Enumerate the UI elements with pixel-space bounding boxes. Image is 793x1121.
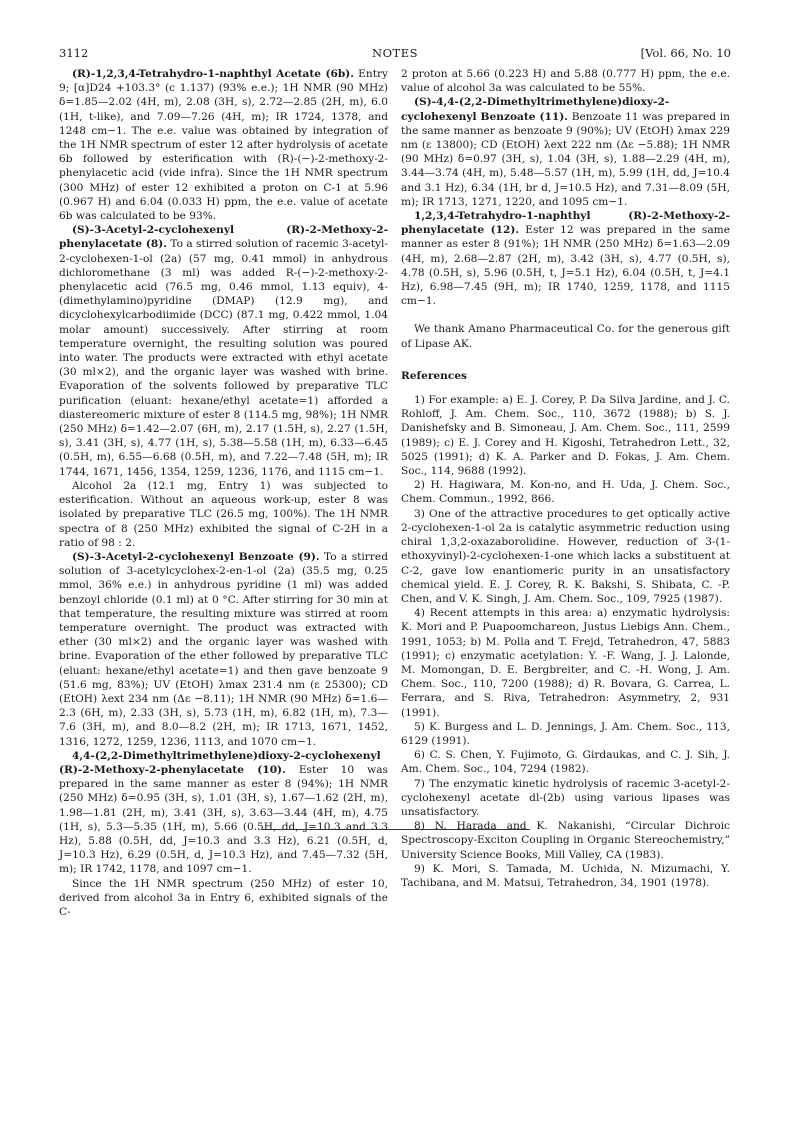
paragraph-since [59,877,388,920]
compound-heading: 4,4-(2,2-Dimethyltrimethylene)dioxy-2-cyclohexenyl (R)-2-Methoxy-2-phenylacetate (10). [59,749,381,776]
left-column [59,67,388,919]
paragraph-10 [59,749,388,877]
reference-item: 2) H. Hagiwara, M. Kon-no, and H. Uda, J. Chem. Soc., Chem. Commun., 1992, 866. [401,479,730,506]
end-rule [262,829,530,830]
paragraph-text: 2 proton at 5.66 (0.223 H) and 5.88 (0.777 H) ppm, the e.e. value of alcohol 3a was calculated to be 55%. [401,68,730,95]
paragraph-text: To a stirred solution of 3-acetylcyclohex-2-en-1-ol (2a) (35.5 mg, 0.25 mmol, 36% e.e.) in anhydrous pyridine (1 ml) was added benzoyl chloride (0.1 ml) at 0 °C. After stirring for 30 min at that temperature, the resulting mixture was stirred at room temperature overnight. The product was extracted with ether (30 ml×2) and the organic layer was washed with brine. Evaporation of the ether followed by preparative TLC (eluant: hexane/ethyl acetate=1) and then gave benzoate 9 (51.6 mg, 83%); UV (EtOH) λmax 231.4 nm (ε 25300); CD (EtOH) λext 234 nm (Δε −8.11); 1H NMR (90 MHz) δ=1.6—2.3 (6H, m), 2.33 (3H, s), 5.73 (1H, m), 6.82 (1H, m), 7.3—7.6 (3H, m), and 8.0—8.2 (2H, m); IR 1713, 1671, 1452, 1316, 1272, 1259, 1236, 1113, and 1070 cm−1. [59,550,388,748]
compound-heading: (R)-1,2,3,4-Tetrahydro-1-naphthyl Acetate (6b). [72,68,354,80]
references-heading: References [401,369,468,382]
paragraph-text: To a stirred solution of racemic 3-acetyl-2-cyclohexen-1-ol (2a) (57 mg, 0.41 mmol) in anhydrous dichloromethane (3 ml) was added R-(−)-2-methoxy-2-phenylacetic acid (76.5 mg, 0.46 mmol, 1.13 equiv), 4-(dimethylamino)pyridine (DMAP) (12.9 mg), and dicyclohexylcarbodiimide (DCC) (87.1 mg, 0.422 mmol, 1.04 molar amount) successively. After stirring at room temperature overnight, the resulting solution was poured into water. The products were extracted with ethyl acetate (30 ml×2), and the organic layer was washed with brine. Evaporation of the solvents followed by preparative TLC purification (eluant: hexane/ethyl acetate=1) afforded a diastereomeric mixture of ester 8 (114.5 mg, 98%); 1H NMR (250 MHz) δ=1.42—2.07 (6H, m), 2.17 (1.5H, s), 2.27 (1.5H, s), 3.41 (3H, s), 4.77 (1H, s), 5.38—5.58 (1H, m), 6.33—6.45 (0.5H, m), 6.55—6.68 (0.5H, m), and 7.22—7.48 (5H, m); IR 1744, 1671, 1456, 1354, 1259, 1236, 1176, and 1115 cm−1. [59,238,389,478]
reference-item: 1) For example: a) E. J. Corey, P. Da Silva Jardine, and J. C. Rohloff, J. Am. Chem. Soc., 110, 3672 (1988); b) S. J. Danishefsky and B. Simoneau, J. Am. Chem. Soc., 111, 2599 (1989); c) E. J. Corey and H. Kigoshi, Tetrahedron Lett., 32, 5025 (1991); d) K. A. Parker and D. Fokas, J. Am. Chem. Soc., 114, 9688 (1992). [401,394,730,478]
reference-item: 5) K. Burgess and L. D. Jennings, J. Am. Chem. Soc., 113, 6129 (1991). [401,720,730,747]
section-title: NOTES [372,46,418,60]
volume-info: [Vol. 66, No. 10 [640,46,731,60]
compound-heading: (S)-4,4-(2,2-Dimethyltrimethylene)dioxy-2-cyclohexenyl Benzoate (11). [401,96,670,123]
paragraph-continued [401,67,730,95]
paragraph-9 [59,550,388,749]
page-header [59,46,731,60]
paragraph-alcohol-2a [59,479,388,550]
reference-item: 7) The enzymatic kinetic hydrolysis of racemic 3-acetyl-2-cyclohexenyl acetate dl-(2b) using various lipases was unsatisfactory. [401,777,730,818]
paragraph-6b [59,67,388,223]
compound-heading: 1,2,3,4-Tetrahydro-1-naphthyl (R)-2-Methoxy-2-phenylacetate (12). [401,210,730,237]
paragraph-text: Ester 10 was prepared in the same manner as ester 8 (94%); 1H NMR (250 MHz) δ=0.95 (3H, s), 1.01 (3H, s), 1.67—1.62 (2H, m), 1.98—1.81 (2H, m), 3.41 (3H, s), 3.63—3.44 (4H, m), 4.75 (1H, s), 5.3—5.35 (1H, m), 5.66 (0.5H, dd, J=10.3 and 3.3 Hz), 5.88 (0.5H, dd, J=10.3 and 3.3 Hz), 6.21 (0.5H, d, J=10.3 Hz), 6.29 (0.5H, d, J=10.3 Hz), and 7.45—7.32 (5H, m); IR 1742, 1178, and 1097 cm−1. [59,763,388,876]
paragraph-text: Alcohol 2a (12.1 mg, Entry 1) was subjected to esterification. Without an aqueous work-up, ester 8 was isolated by preparative TLC (26.5 mg, 100%). The 1H NMR spectra of 8 (250 MHz) exhibited the signal of C-2H in a ratio of 98 : 2. [59,479,388,549]
paragraph-11 [401,95,730,209]
paragraph-text: Entry 9; [α]D24 +103.3° (c 1.137) (93% e.e.); 1H NMR (90 MHz) δ=1.85—2.02 (4H, m), 2.08 (3H, s), 2.72—2.85 (2H, m), 6.0 (1H, t-like), and 7.09—7.26 (4H, m); IR 1724, 1378, and 1248 cm−1. The e.e. value was obtained by integration of the 1H NMR spectrum of ester 12 after hydrolysis of acetate 6b followed by esterification with (R)-(−)-2-methoxy-2-phenylacetic acid (vide infra). Since the 1H NMR spectrum (300 MHz) of ester 12 exhibited a proton on C-1 at 5.96 (0.967 H) and 6.04 (0.033 H) ppm, the e.e. value of acetate 6b was calculated to be 93%. [59,68,388,223]
right-column [401,67,730,890]
acknowledgment: We thank Amano Pharmaceutical Co. for the generous gift of Lipase AK. [401,323,730,350]
reference-item: 9) K. Mori, S. Tamada, M. Uchida, N. Mizumachi, Y. Tachibana, and M. Matsui, Tetrahedron, 34, 1901 (1978). [401,862,730,889]
paragraph-text: Benzoate 11 was prepared in the same manner as benzoate 9 (90%); UV (EtOH) λmax 229 nm (ε 13800); CD (EtOH) λext 222 nm (Δε −5.88); 1H NMR (90 MHz) δ=0.97 (3H, s), 1.04 (3H, s), 1.88—2.29 (4H, m), 3.44—3.74 (4H, m), 5.48—5.57 (1H, m), 5.99 (1H, dd, J=10.4 and 3.1 Hz), 6.34 (1H, br d, J=10.5 Hz), and 7.31—8.09 (5H, m); IR 1713, 1271, 1220, and 1095 cm−1. [401,110,730,208]
paragraph-8 [59,223,388,479]
paragraph-text: Since the 1H NMR spectrum (250 MHz) of ester 10, derived from alcohol 3a in Entry 6, exhibited signals of the C- [59,877,388,918]
compound-heading: (S)-3-Acetyl-2-cyclohexenyl Benzoate (9). [72,550,320,563]
paragraph-text: Ester 12 was prepared in the same manner as ester 8 (91%); 1H NMR (250 MHz) δ=1.63—2.09 (4H, m), 2.68—2.87 (2H, m), 3.42 (3H, s), 4.77 (0.5H, s), 4.78 (0.5H, s), 5.96 (0.5H, t, J=5.1 Hz), 6.04 (0.5H, t, J=4.1 Hz), 6.98—7.45 (9H, m); IR 1740, 1259, 1178, and 1115 cm−1. [401,224,730,308]
page-number: 3112 [59,46,89,60]
reference-item: 4) Recent attempts in this area: a) enzymatic hydrolysis: K. Mori and P. Puapoomchareon, Justus Liebigs Ann. Chem., 1991, 1053; b) M. Polla and T. Frejd, Tetrahedron, 47, 5883 (1991); c) enzymatic acetylation: Y. -F. Wang, J. J. Lalonde, M. Momongan, D. E. Bergbreiter, and C. -H. Wong, J. Am. Chem. Soc., 110, 7200 (1988); d) R. Bovara, G. Carrea, L. Ferrara, and S. Riva, Tetrahedron: Asymmetry, 2, 931 (1991). [401,607,730,719]
compound-heading: (S)-3-Acetyl-2-cyclohexenyl (R)-2-Methoxy-2-phenylacetate (8). [59,224,388,251]
reference-item: 3) One of the attractive procedures to get optically active 2-cyclohexen-1-ol 2a is catalytic asymmetric reduction using chiral 1,3,2-oxazaborolidine. However, reduction of 3-(1-ethoxyvinyl)-2-cyclohexen-1-one which lacks a substituent at C-2, gave low enantiomeric purity in an unsatisfactory chemical yield. E. J. Corey, R. K. Bakshi, S. Shibata, C. -P. Chen, and V. K. Singh, J. Am. Chem. Soc., 109, 7925 (1987). [401,507,730,605]
reference-item: 8) N. Harada and K. Nakanishi, “Circular Dichroic Spectroscopy-Exciton Coupling in Organic Stereochemistry,” University Science Books, Mill Valley, CA (1983). [401,820,730,861]
paragraph-12 [401,209,730,308]
reference-item: 6) C. S. Chen, Y. Fujimoto, G. Girdaukas, and C. J. Sih, J. Am. Chem. Soc., 104, 7294 (1982). [401,749,730,776]
